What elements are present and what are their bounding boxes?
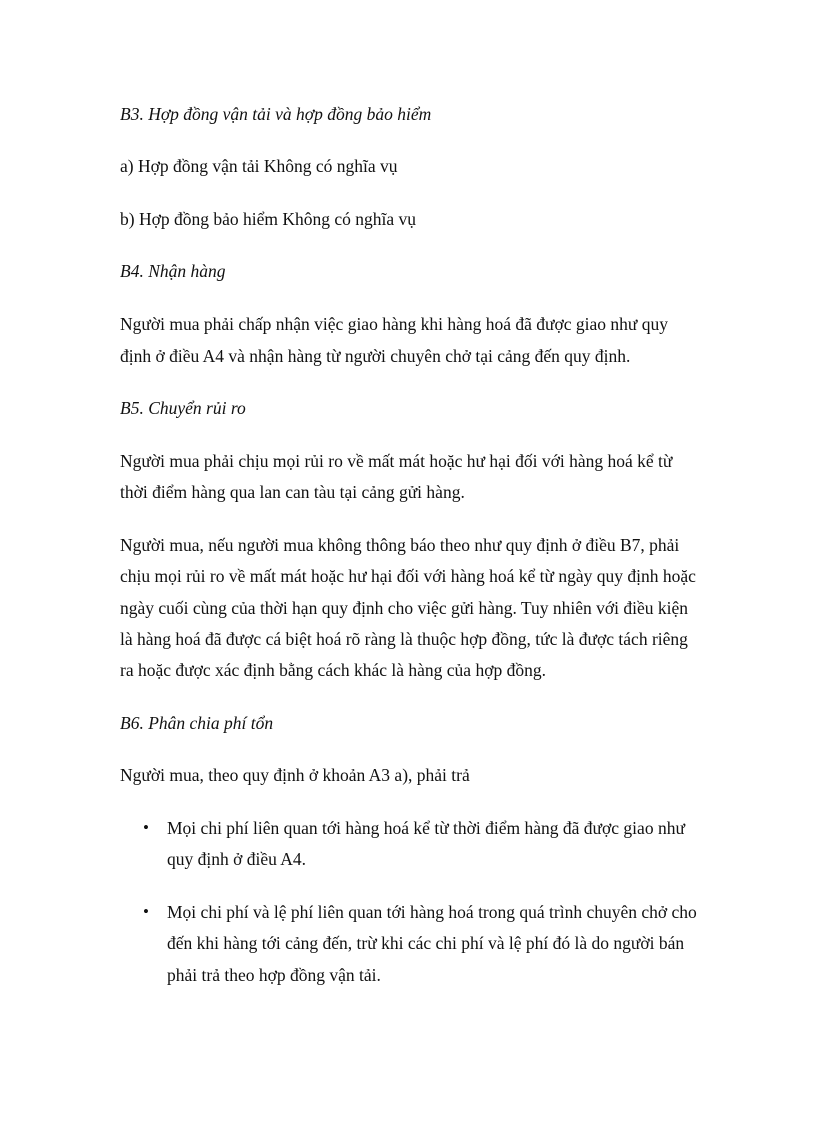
b5-paragraph2-line: là hàng hoá đã được cá biệt hoá rõ ràng là thuộc hợp đồng, tức là được tách riêng: [120, 629, 688, 649]
b3-item-b: b) Hợp đồng bảo hiểm Không có nghĩa vụ: [120, 209, 417, 229]
b6-intro: Người mua, theo quy định ở khoản A3 a), phải trả: [120, 765, 470, 785]
bullet-marker: •: [143, 818, 149, 837]
bullet-line: Mọi chi phí và lệ phí liên quan tới hàng hoá trong quá trình chuyên chở cho: [167, 902, 697, 922]
b5-paragraph1-line: thời điểm hàng qua lan can tàu tại cảng gửi hàng.: [120, 482, 465, 502]
b5-paragraph2-line: ra hoặc được xác định bằng cách khác là hàng của hợp đồng.: [120, 660, 546, 680]
section-heading-b5: B5. Chuyển rủi ro: [120, 398, 246, 418]
bullet-line: đến khi hàng tới cảng đến, trừ khi các chi phí và lệ phí đó là do người bán: [167, 933, 685, 953]
section-heading-b4: B4. Nhận hàng: [120, 261, 226, 281]
b4-paragraph-line: Người mua phải chấp nhận việc giao hàng khi hàng hoá đã được giao như quy: [120, 314, 669, 334]
b3-item-a: a) Hợp đồng vận tải Không có nghĩa vụ: [120, 156, 398, 176]
b5-paragraph2-line: Người mua, nếu người mua không thông báo theo như quy định ở điều B7, phải: [120, 535, 680, 555]
section-heading-b3: B3. Hợp đồng vận tải và hợp đồng bảo hiểm: [120, 104, 432, 124]
b5-paragraph2-line: chịu mọi rủi ro về mất mát hoặc hư hại đối với hàng hoá kể từ ngày quy định hoặc: [120, 566, 696, 586]
b5-paragraph1-line: Người mua phải chịu mọi rủi ro về mất mát hoặc hư hại đối với hàng hoá kể từ: [120, 451, 673, 471]
bullet-marker: •: [143, 902, 149, 921]
b4-paragraph-line: định ở điều A4 và nhận hàng từ người chuyên chở tại cảng đến quy định.: [120, 346, 631, 366]
bullet-line: phải trả theo hợp đồng vận tải.: [167, 965, 381, 985]
bullet-line: quy định ở điều A4.: [167, 849, 307, 869]
bullet-line: Mọi chi phí liên quan tới hàng hoá kể từ thời điểm hàng đã được giao như: [167, 818, 685, 838]
section-heading-b6: B6. Phân chia phí tổn: [120, 713, 274, 733]
b5-paragraph2-line: ngày cuối cùng của thời hạn quy định cho việc gửi hàng. Tuy nhiên với điều kiện: [120, 598, 688, 618]
